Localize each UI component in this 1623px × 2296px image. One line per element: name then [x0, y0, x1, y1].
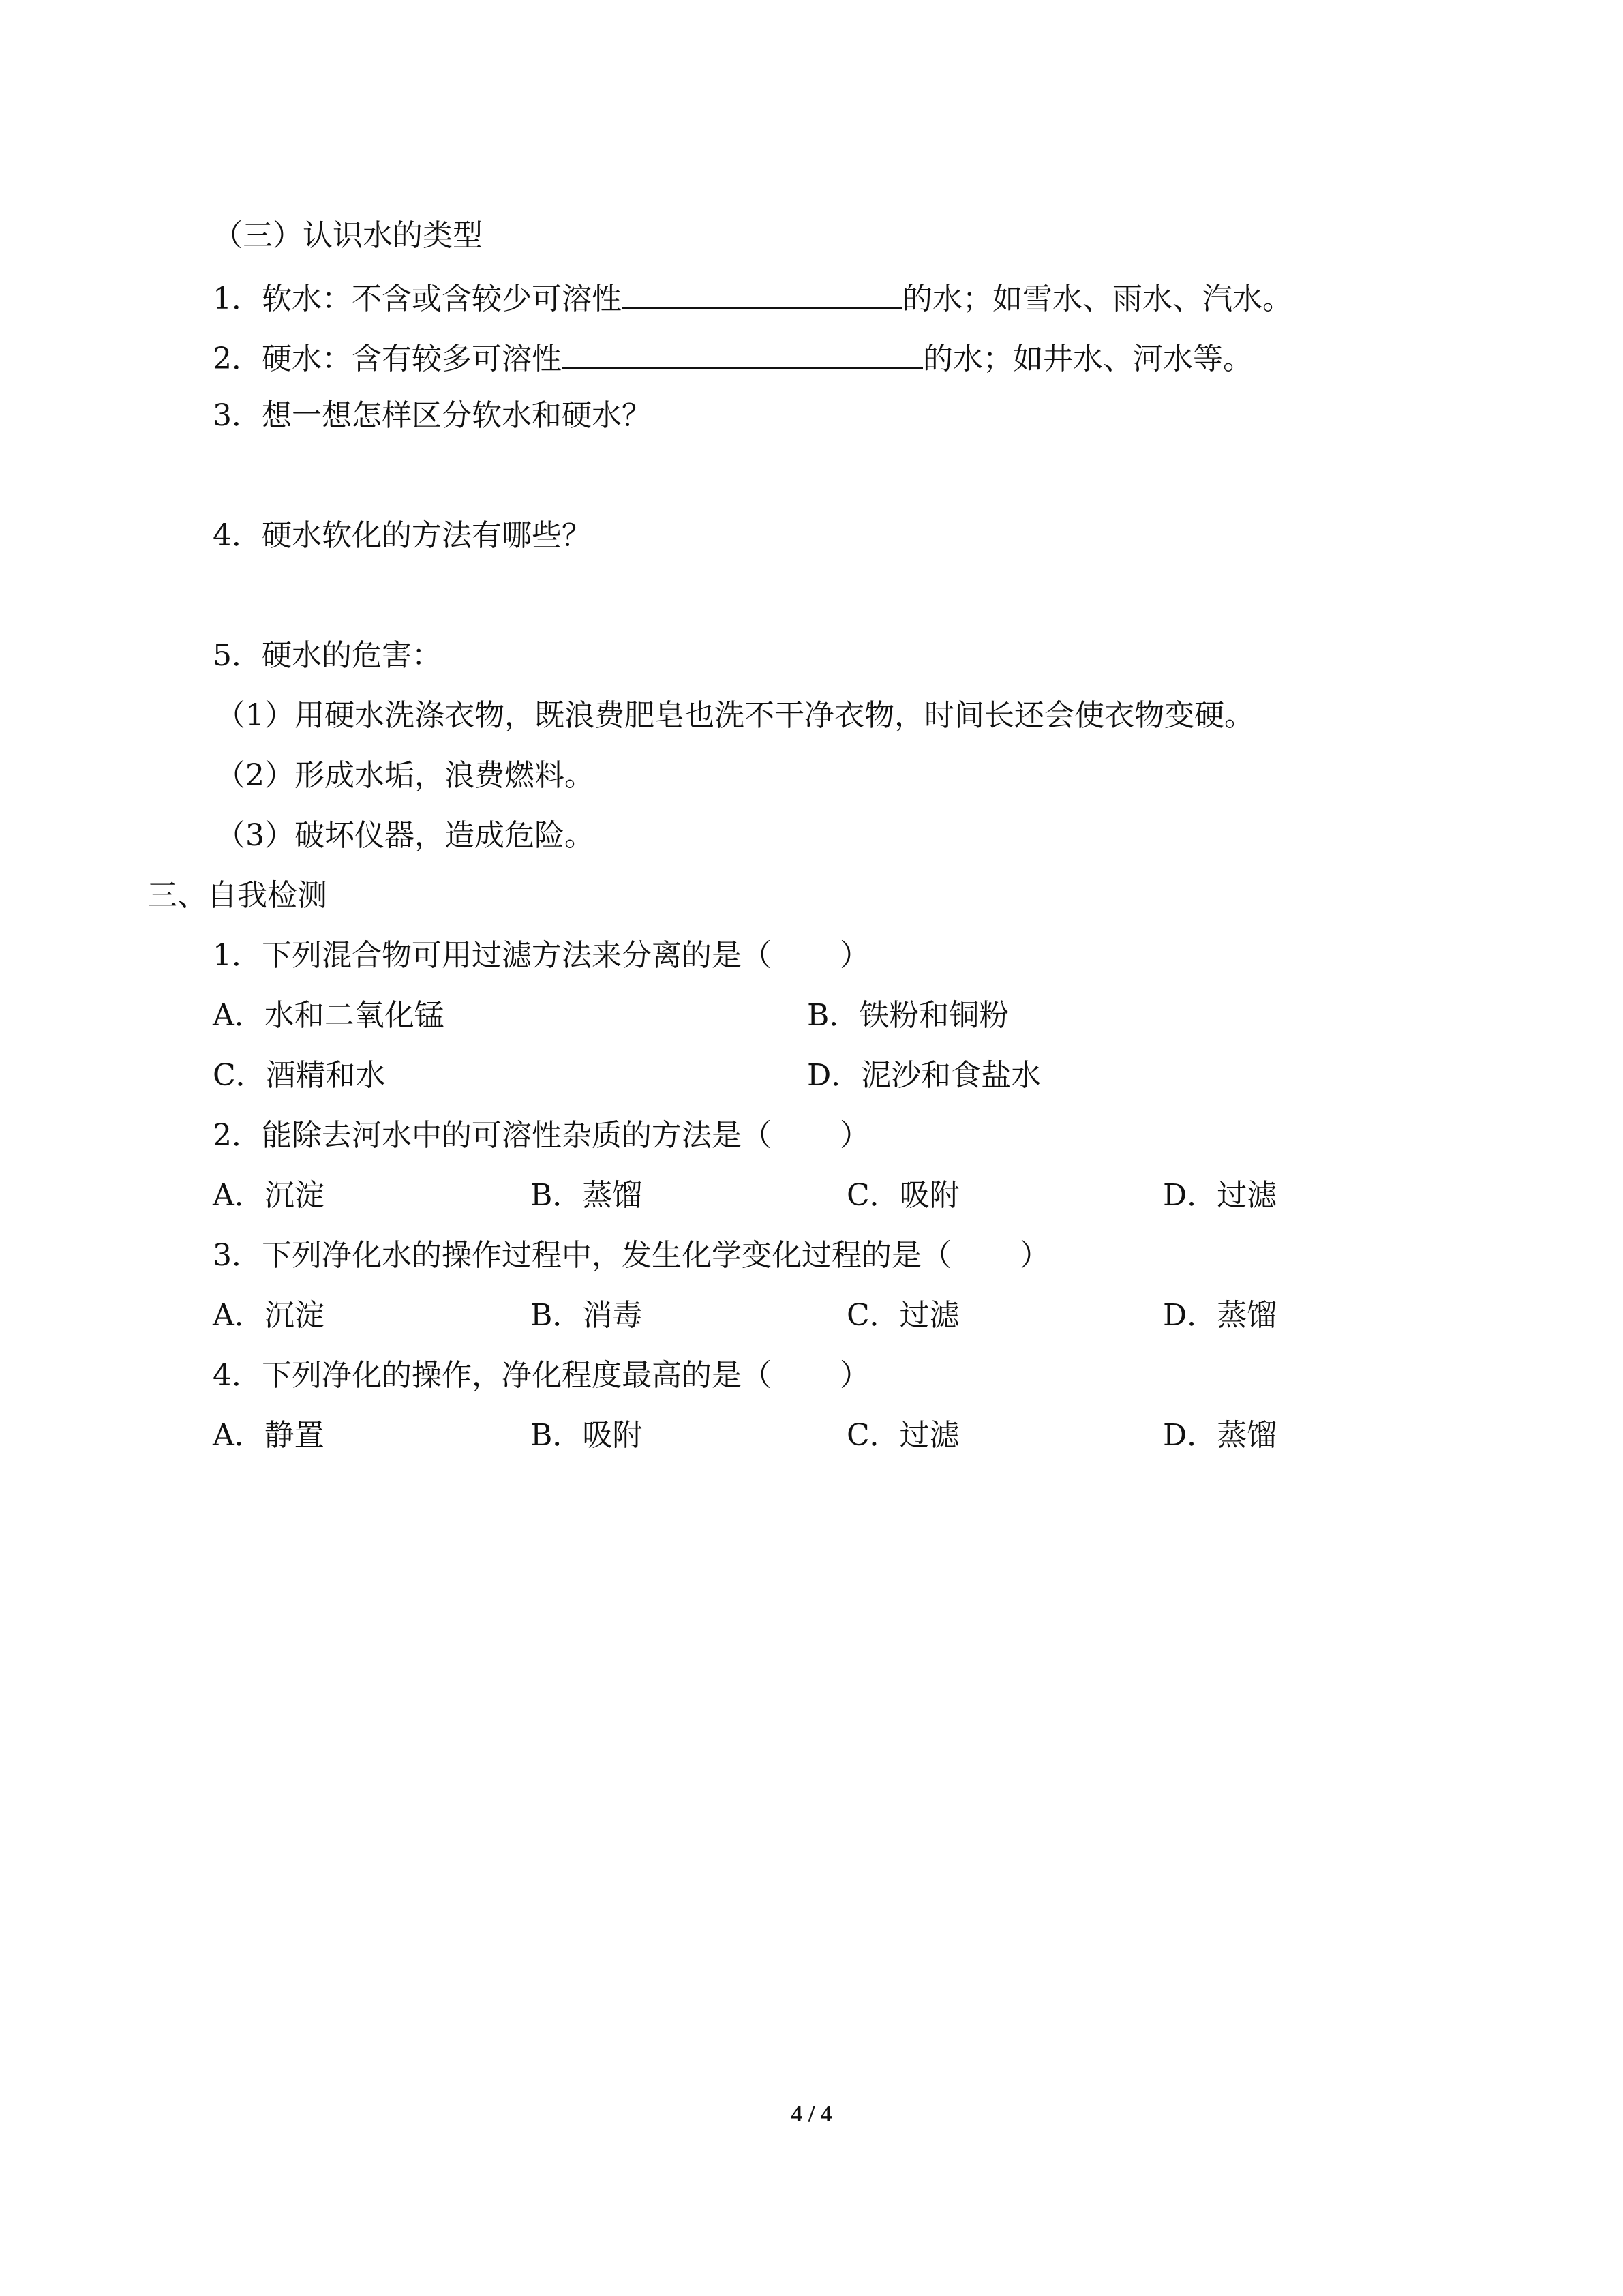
question-1-text: 1．下列混合物可用过滤方法来分离的是（ — [213, 938, 772, 973]
hard-water-blank[interactable] — [562, 335, 923, 369]
question-3-option-b[interactable]: B．消毒 — [530, 1298, 643, 1333]
question-4-option-d[interactable]: D．蒸馏 — [1163, 1418, 1277, 1453]
question-1-option-b[interactable]: B．铁粉和铜粉 — [807, 998, 1010, 1033]
question-4-stem — [213, 1355, 870, 1396]
question-1-stem — [213, 935, 870, 976]
question-4-text: 4．下列净化的操作，净化程度最高的是（ — [213, 1358, 772, 1393]
question-1-close: ） — [840, 938, 870, 973]
question-3-option-d[interactable]: D．蒸馏 — [1163, 1298, 1277, 1333]
soft-water-item — [213, 275, 1292, 316]
harm-item-2: （2）形成水垢，浪费燃料。 — [215, 758, 594, 793]
question-1-option-c[interactable]: C．酒精和水 — [213, 1058, 386, 1093]
harm-item-1: （1）用硬水洗涤衣物，既浪费肥皂也洗不干净衣物，时间长还会使衣物变硬。 — [215, 698, 1254, 733]
question-3-text: 3．下列净化水的操作过程中，发生化学变化过程的是（ — [213, 1238, 952, 1273]
question-2-close: ） — [840, 1118, 870, 1153]
hard-water-item — [213, 335, 1253, 376]
question-2-stem — [213, 1115, 870, 1156]
harm-item-3: （3）破坏仪器，造成危险。 — [215, 818, 594, 853]
page-number: 4 / 4 — [791, 2102, 832, 2127]
question-2-option-d[interactable]: D．过滤 — [1163, 1178, 1277, 1213]
question-softening: 4．硬水软化的方法有哪些？ — [213, 518, 592, 553]
question-1-option-a[interactable]: A．水和二氧化锰 — [213, 998, 444, 1033]
question-1-option-d[interactable]: D．泥沙和食盐水 — [807, 1058, 1042, 1093]
question-2-option-a[interactable]: A．沉淀 — [213, 1178, 324, 1213]
question-4-option-b[interactable]: B．吸附 — [530, 1418, 643, 1453]
question-distinguish: 3．想一想怎样区分软水和硬水？ — [213, 398, 652, 433]
question-3-option-c[interactable]: C．过滤 — [847, 1298, 960, 1333]
selftest-heading: 三、自我检测 — [147, 878, 327, 913]
question-3-option-a[interactable]: A．沉淀 — [213, 1298, 324, 1333]
hard-water-prefix: 2．硬水：含有较多可溶性 — [213, 342, 562, 376]
question-2-option-b[interactable]: B．蒸馏 — [530, 1178, 643, 1213]
soft-water-suffix: 的水；如雪水、雨水、汽水。 — [902, 282, 1292, 316]
hard-water-suffix: 的水；如井水、河水等。 — [923, 342, 1253, 376]
question-2-text: 2．能除去河水中的可溶性杂质的方法是（ — [213, 1118, 772, 1153]
question-3-close: ） — [1020, 1238, 1050, 1273]
question-3-stem — [213, 1235, 1050, 1276]
question-4-close: ） — [840, 1358, 870, 1393]
soft-water-prefix: 1．软水：不含或含较少可溶性 — [213, 282, 622, 316]
section-heading: （三）认识水的类型 — [213, 218, 483, 253]
hard-water-harm-title: 5．硬水的危害： — [213, 638, 442, 673]
question-4-option-c[interactable]: C．过滤 — [847, 1418, 960, 1453]
soft-water-blank[interactable] — [622, 275, 902, 309]
question-4-option-a[interactable]: A．静置 — [213, 1418, 324, 1453]
question-2-option-c[interactable]: C．吸附 — [847, 1178, 960, 1213]
